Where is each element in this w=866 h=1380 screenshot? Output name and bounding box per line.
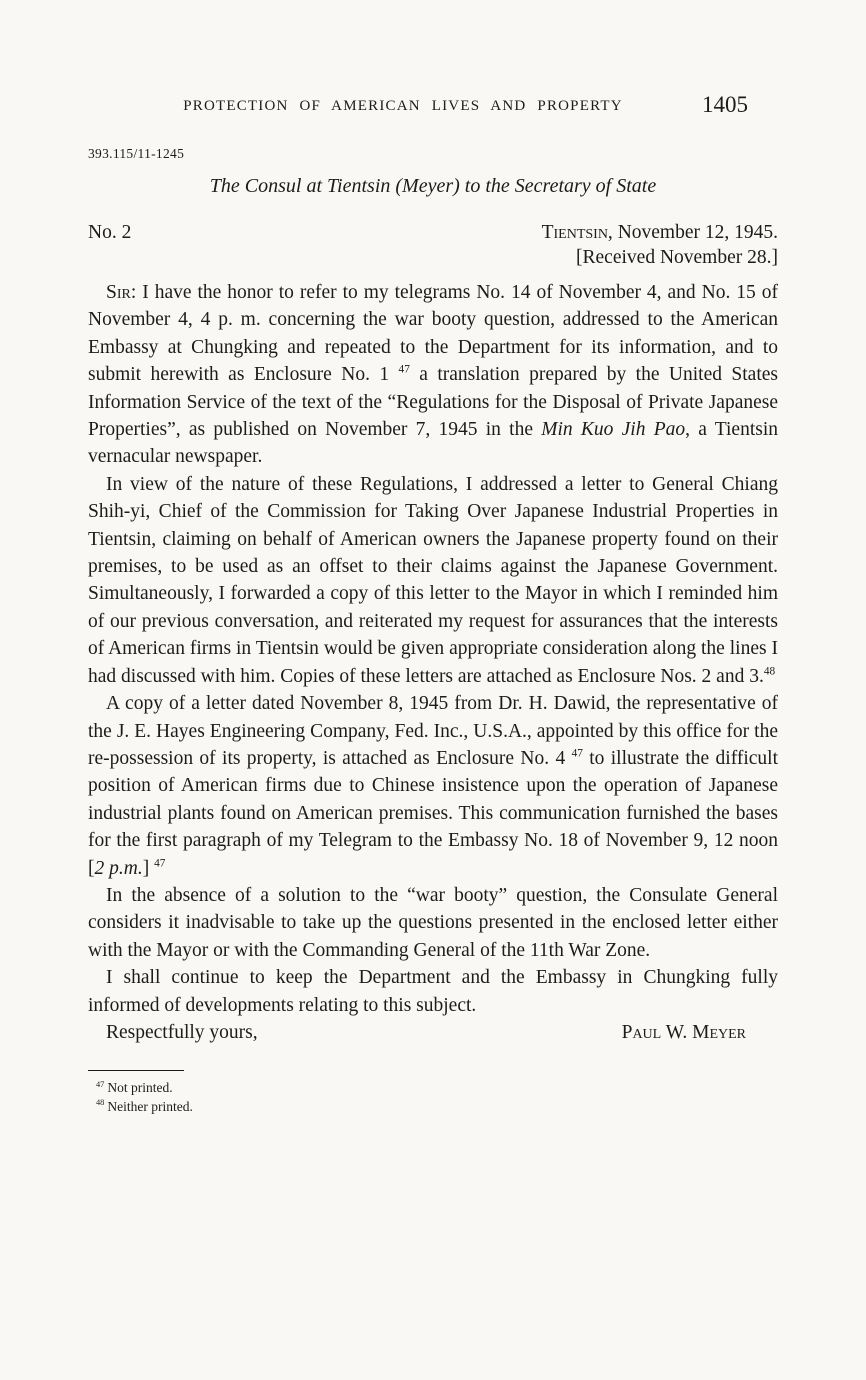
text-segment: I have the honor to refer to my telegrams No. 14 of November 4, and No. 15 of November 4, 4 p. m. concerning the war booty question, addressed to the American Embassy at Chungking and repeated to the Department for its information, and to submit herewith as Enclosure No. 1 [88,282,779,386]
text-segment: Min Kuo Jih Pao [541,419,686,441]
text-segment: 48 [763,665,776,678]
footnote-rule [88,1070,184,1071]
signature-row [88,1019,778,1046]
text-segment: to illustrate the difficult position of American firms due to Chinese insistence upon the operation of Japanese industrial plants found on American premises. This communication furnished the bases for the first paragraph of my Telegram to the Embassy No. 18 of November 9, 12 noon [ [88,747,778,879]
footnote-marker: 47 [96,1079,105,1089]
paragraph [88,279,778,471]
running-title: PROTECTION OF AMERICAN LIVES AND PROPERTY [183,98,623,114]
file-number: 393.115/11-1245 [88,146,185,161]
running-head [88,92,778,124]
text-segment: 47 [571,747,583,760]
text-segment: A copy of a letter dated November 8, 1945 from Dr. H. Dawid, the representative of the J. E. Hayes Engineering Company, Fed. Inc., U.S.A., appointed by this office for the re-possession of its property, is attached as Enclosure No. 4 [88,693,778,769]
footnote-text: Not printed. [107,1080,173,1096]
paragraph [88,964,778,1019]
text-segment: , a Tientsin vernacular newspaper. [88,419,779,468]
footnotes [88,1070,778,1116]
footnote [96,1079,778,1098]
dateline-place: Tientsin, [541,222,613,243]
text-segment: In the absence of a solution to the “war booty” question, the Consulate General considers it inadvisable to take up the questions presented in the enclosed letter either with the Mayor or with the Commanding General of the 11th War Zone. [88,884,778,961]
text-segment: I shall continue to keep the Department and the Embassy in Chungking fully informed of developments relating to this subject. [88,967,778,1016]
paragraph [88,882,778,964]
page-number: 1405 [702,92,748,117]
valediction: Respectfully yours, [106,1021,258,1043]
text-segment: 47 [398,363,410,376]
text-segment: 2 p.m. [94,857,143,879]
text-segment: 47 [154,857,166,870]
paragraph [88,471,778,690]
letter-body [88,279,778,1019]
dateline-date: November 12, 1945. [612,222,778,243]
text-segment: Sir: [106,282,143,303]
document-number: No. 2 [88,222,132,243]
text-segment: In view of the nature of these Regulations, I addressed a letter to General Chiang Shih-yi, Chief of the Commission for Taking Over Japanese Industrial Properties in Tientsin, claiming on behalf of American owners the Japanese property found on their premises, to be used as an offset to their claims against the Japanese Government. Simultaneously, I forwarded a copy of this letter to the Mayor in which I reminded him of our previous conversation, and reiterated my request for assurances that the interests of American firms in Tientsin would be given appropriate consideration along the lines I had discussed with him. Copies of these letters are attached as Enclosure Nos. 2 and 3. [88,473,778,687]
footnote-text: Neither printed. [107,1098,193,1114]
footnote [96,1098,778,1117]
text-segment: ] [142,857,155,879]
document-title: The Consul at Tientsin (Meyer) to the Secretary of State [209,175,657,197]
dateline-row [88,222,778,244]
paragraph [88,690,778,882]
footnote-marker: 48 [96,1098,105,1108]
text-segment: a translation prepared by the United States Information Service of the text of the “Regulations for the Disposal of Private Japanese Properties”, as published on November 7, 1945 in the [88,364,778,441]
received-line: [Received November 28.] [576,247,778,268]
dateline [542,222,778,244]
signature: Paul W. Meyer [621,1021,746,1043]
